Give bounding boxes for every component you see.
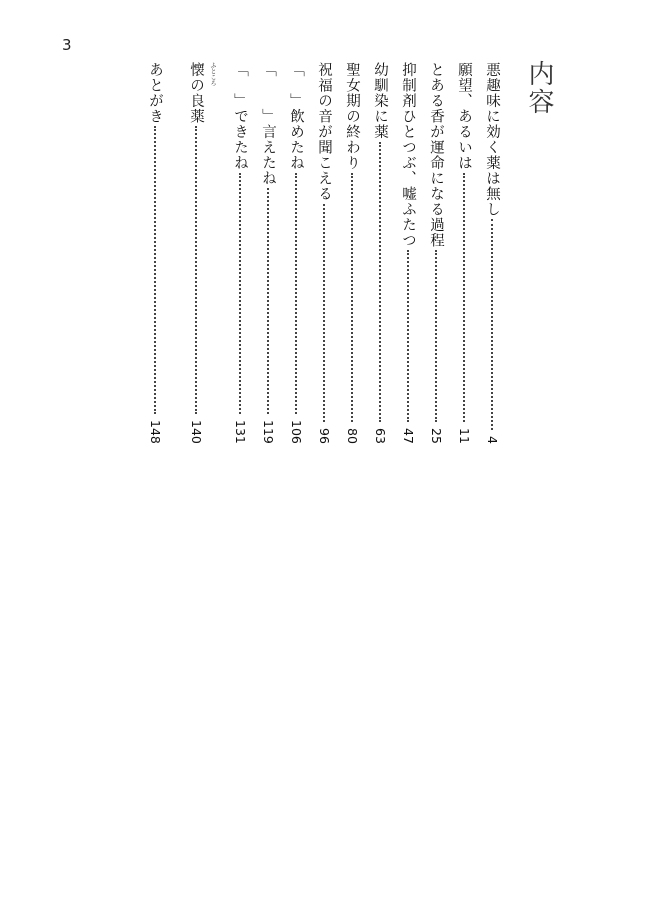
toc-title: 内容 bbox=[524, 60, 554, 116]
toc-entry bbox=[314, 62, 334, 444]
toc-entry-label-text: 懐の良薬 bbox=[188, 62, 204, 124]
toc-leader-dots bbox=[323, 204, 325, 423]
ruby-reading: ふところ bbox=[209, 62, 216, 86]
toc-entry-page: 106 bbox=[289, 420, 304, 444]
toc-entry bbox=[145, 62, 165, 444]
toc-leader-dots bbox=[491, 219, 493, 430]
toc-entry-page: 148 bbox=[148, 420, 163, 444]
toc-entry bbox=[230, 62, 250, 444]
toc-entry-label: 幼馴染に薬 bbox=[372, 62, 388, 140]
toc-entry-label: 「 」できたね bbox=[232, 62, 248, 171]
toc-leader-dots bbox=[295, 173, 297, 415]
toc-entry bbox=[454, 62, 474, 444]
toc-entry-label: 「 」言えたね bbox=[260, 62, 276, 186]
toc-entry-page: 63 bbox=[373, 428, 388, 444]
toc-entry-page: 25 bbox=[429, 428, 444, 444]
toc-entry-label: 「 」飲めたね bbox=[288, 62, 304, 171]
toc-entry-label bbox=[186, 62, 216, 124]
toc-leader-dots bbox=[379, 142, 381, 423]
toc-entry-label: 願望、あるいは bbox=[456, 62, 472, 171]
toc-entry bbox=[426, 62, 446, 444]
toc-entry-page: 119 bbox=[261, 420, 276, 444]
toc-entry-label: 聖女期の終わり bbox=[344, 62, 360, 171]
toc-entry-label: 悪趣味に効く薬は無し bbox=[484, 62, 500, 217]
toc-entry bbox=[286, 62, 306, 444]
toc-entry-page: 131 bbox=[233, 420, 248, 444]
toc-leader-dots bbox=[351, 173, 353, 423]
toc-leader-dots bbox=[195, 126, 197, 414]
toc-leader-dots bbox=[154, 126, 156, 414]
toc-leader-dots bbox=[239, 173, 241, 415]
toc-entry-label: 抑制剤ひとつぶ、嘘ふたつ bbox=[400, 62, 416, 248]
toc-leader-dots bbox=[435, 250, 437, 422]
toc-leader-dots bbox=[407, 250, 409, 422]
toc-entry bbox=[342, 62, 362, 444]
toc-entry bbox=[370, 62, 390, 444]
toc-entry-label: とある香が運命になる過程 bbox=[428, 62, 444, 248]
toc-entry-page: 4 bbox=[485, 436, 500, 444]
toc-entry-label: 祝福の音が聞こえる bbox=[316, 62, 332, 202]
toc-entry bbox=[482, 62, 502, 444]
toc-entry-page: 11 bbox=[457, 428, 472, 444]
page-number: 3 bbox=[62, 36, 72, 54]
toc-entry-page: 47 bbox=[401, 428, 416, 444]
toc-entry-page: 80 bbox=[345, 428, 360, 444]
toc-entry bbox=[398, 62, 418, 444]
toc-entry bbox=[186, 62, 216, 444]
toc-entry-page: 140 bbox=[189, 420, 204, 444]
toc-entry-page: 96 bbox=[317, 428, 332, 444]
toc-leader-dots bbox=[463, 173, 465, 423]
toc-entry bbox=[258, 62, 278, 444]
toc-entry-label: あとがき bbox=[147, 62, 163, 124]
toc-leader-dots bbox=[267, 188, 269, 414]
